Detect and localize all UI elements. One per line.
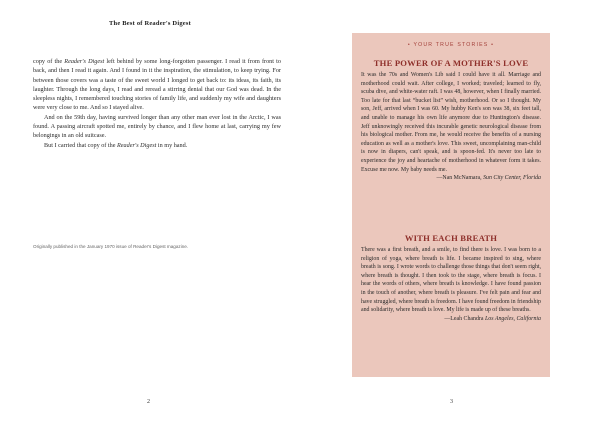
paragraph-1-text-b: left behind by some long-forgotten passenger. I read it from front to back, and then I read it again. And I found in it the inspiration, the stimulation, to keep trying. For between those covers was a taste of the sweet world I longed to get back to: its ideas, its faith, its laughter. Through the long days, I read and reread a stirring denial that our God was dead. In the sleepless nights, I remembered touching stories of family life, and suddenly my wife and daughters were very close to me. And so I stayed alive.: [33, 58, 281, 112]
story-2-byline: [361, 315, 541, 324]
story-with-each-breath: [361, 233, 541, 323]
source-note: Originally published in the January 1970 issue of Reader's Digest magazine.: [33, 244, 189, 249]
story-2-place: Los Angeles, California: [484, 315, 541, 322]
paragraph-3: [33, 141, 281, 150]
paragraph-1: [33, 57, 281, 113]
right-page: [300, 0, 600, 429]
paragraph-3-text-b: in my hand.: [156, 141, 188, 149]
paragraph-1-italic: Reader's Digest: [64, 58, 105, 65]
paragraph-1-text-a: copy of the: [33, 58, 65, 65]
article-body: [33, 57, 281, 150]
story-1-title: THE POWER OF A MOTHER'S LOVE: [373, 58, 529, 68]
story-1-place: Sun City Center, Florida: [483, 175, 541, 182]
story-1-author: —Nan McNamara,: [436, 175, 484, 182]
true-stories-panel: [352, 33, 550, 377]
story-1-byline: [361, 174, 541, 183]
story-1-body: It was the 70s and Women's Lib said I could have it all. Marriage and motherhood could wait. After college, I worked; traveled; learned to fly, scuba dive, and white-water raft. I was 48, however, when I finally married. Too late for that last “bucket list” wish, motherhood. Or so I thought. My son, Jeff, arrived when I was 60. My hubby Ken's son was 38, six feet tall, and unable to manage his own life anymore due to Huntington's disease. Jeff unknowingly received this incurable genetic neurological disease from his biological mother. From me, he would receive the benefits of a nursing education as well as a mother's love. This sweet, uncomplaining man-child is now in diapers, can't speak, and is spoon-fed. It's never too late to experience the joy and heartache of motherhood in whatever form it takes. Excuse me now. My baby needs me.: [361, 72, 541, 173]
paragraph-2: And on the 59th day, having survived longer than any other man ever lost in the Arctic, I was found. A passing aircraft spotted me, entirely by chance, and I flew home at last, carrying my few belongings in an old suitcase.: [33, 113, 281, 140]
story-2-author: —Leah Chandra: [444, 315, 485, 322]
story-2-body: There was a first breath, and a smile, to find there is love. I was born to a religion of yoga, where breath is life. I became inspired to sing, where breath is song. I wrote words to challenge those things that don't seem right, where breath is thought. I then took to the stage, where breath is focus. I hear the words of others, where breath is knowledge. I have found passion in the touch of another, where breath is pleasure. I've felt pain and fear and have struggled, where breath is freedom. I have found freedom in friendship and solidarity, where breath is love. My life is made up of these breaths.: [361, 247, 541, 314]
paragraph-3-text-a: But I carried that copy of the: [44, 141, 118, 149]
page-number-right: 3: [450, 399, 453, 405]
story-2-title: WITH EACH BREATH: [404, 233, 498, 243]
running-head: The Best of Reader's Digest: [109, 20, 191, 27]
paragraph-3-italic: Reader's Digest: [117, 141, 157, 149]
story-mothers-love: [361, 58, 541, 183]
page-number-left: 2: [147, 399, 150, 405]
panel-header: • YOUR TRUE STORIES •: [407, 42, 495, 48]
